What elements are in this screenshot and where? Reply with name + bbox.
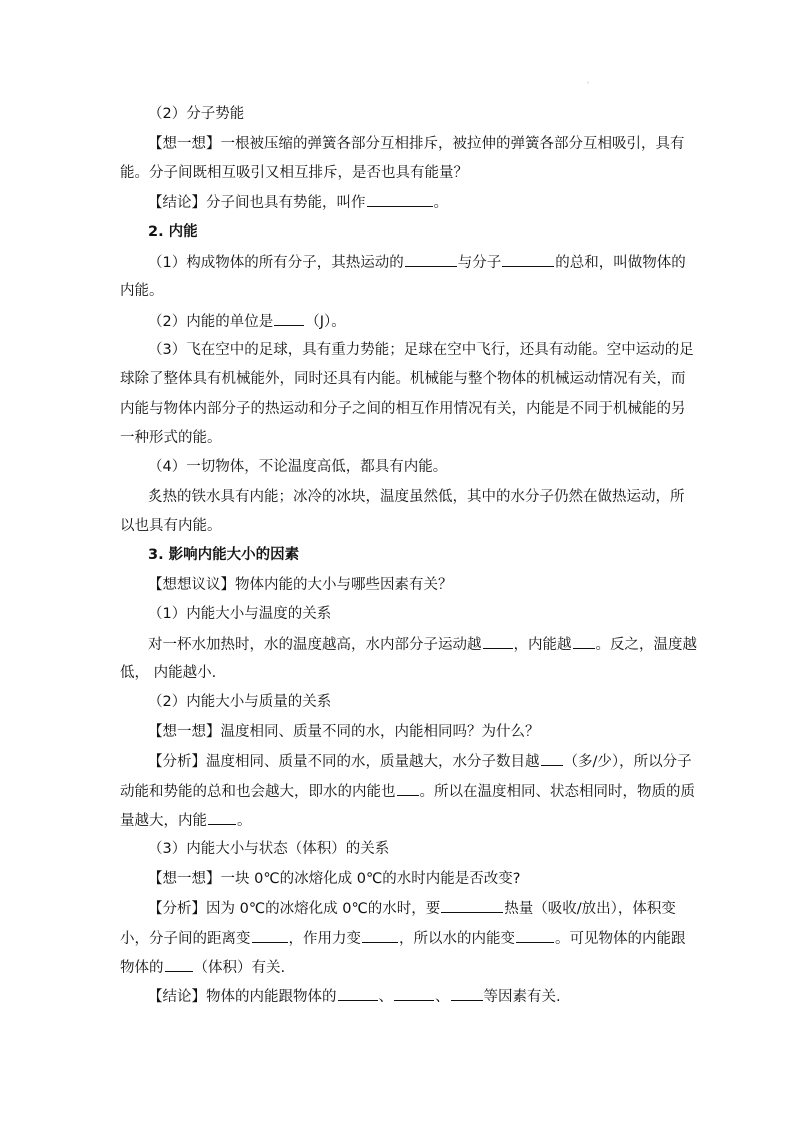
paragraph-line: 物体的 （体积）有关. [120,957,680,978]
fill-blank[interactable] [516,928,554,943]
subheading-mass: （2）内能大小与质量的关系 [148,694,332,710]
fill-blank[interactable] [394,986,434,1001]
conclusion-line: 【结论】分子间也具有势能，叫作 。 [148,192,708,213]
paragraph-line: 【分析】温度相同、质量不同的水，质量越大，水分子数目越 （多/少），所以分子 [148,751,708,772]
corner-mark: 。 [587,78,594,85]
paragraph-line: 内能与物体内部分子的热运动和分子之间的相互作用情况有关，内能是不同于机械能的另 [120,401,686,417]
section-heading-internal-energy: 2. 内能 [148,224,198,240]
paragraph-line: 【想想议议】物体内能的大小与哪些因素有关？ [148,577,453,593]
fill-blank[interactable] [208,810,236,825]
section-heading-factors: 3. 影响内能大小的因素 [148,547,300,563]
fill-blank[interactable] [441,898,503,913]
fill-blank[interactable] [165,957,193,972]
paragraph-line: 量越大，内能 。 [120,810,680,831]
paragraph-line: 球除了整体具有机械能外，同时还具有内能。机械能与整个物体的机械运动情况有关，而 [120,371,686,387]
fill-blank[interactable] [541,751,563,766]
paragraph-line: 一种形式的能。 [120,430,222,446]
fill-blank[interactable] [405,252,457,267]
paragraph-line: 能。分子间既相互吸引又相互排斥，是否也具有能量？ [120,165,468,181]
fill-blank[interactable] [483,634,513,649]
paragraph-line: （3）飞在空中的足球，具有重力势能；足球在空中飞行，还具有动能。空中运动的足 [148,342,694,358]
fill-blank[interactable] [573,634,595,649]
fill-blank[interactable] [451,986,483,1001]
paragraph-line: 内能。 [120,283,164,299]
fill-blank[interactable] [338,986,378,1001]
paragraph-line: 对一杯水加热时，水的温度越高，水内部分子运动越 ，内能越 。反之，温度越 [148,634,708,655]
fill-blank[interactable] [252,928,288,943]
paragraph-line: （4）一切物体，不论温度高低，都具有内能。 [148,459,448,475]
paragraph-line: 低， 内能越小. [120,665,217,681]
paragraph-line: 【想一想】温度相同、质量不同的水，内能相同吗？为什么？ [148,724,540,740]
subheading-state: （3）内能大小与状态（体积）的关系 [148,841,390,857]
paragraph-line: 动能和势能的总和也会越大，即水的内能也 。所以在温度相同、状态相同时，物质的质 [120,781,680,802]
paragraph-line: （2）内能的单位是 （J）。 [148,311,708,332]
fill-blank[interactable] [367,192,433,207]
subheading-temperature: （1）内能大小与温度的关系 [148,606,332,622]
conclusion-line: 【结论】物体的内能跟物体的 、 、 等因素有关. [148,986,708,1007]
paragraph-line: 炙热的铁水具有内能；冰冷的冰块，温度虽然低，其中的水分子仍然在做热运动，所 [148,489,685,505]
paragraph-line: （1）构成物体的所有分子，其热运动的 与分子 的总和，叫做物体的 [148,252,708,273]
fill-blank[interactable] [502,252,554,267]
subheading-molecular-potential-energy: （2）分子势能 [148,106,245,122]
paragraph-line: 【分析】因为 0℃的冰熔化成 0℃的水时，要 热量（吸收/放出），体积变 [148,898,708,919]
fill-blank[interactable] [274,311,304,326]
fill-blank[interactable] [362,928,398,943]
fill-blank[interactable] [397,781,419,796]
paragraph-line: 以也具有内能。 [120,518,222,534]
paragraph-line: 【想一想】一根被压缩的弹簧各部分互相排斥，被拉伸的弹簧各部分互相吸引，具有 [148,136,685,152]
paragraph-line: 小，分子间的距离变 ，作用力变 ，所以水的内能变 。可见物体的内能跟 [120,928,680,949]
paragraph-line: 【想一想】一块 0℃的冰熔化成 0℃的水时内能是否改变? [148,871,521,887]
